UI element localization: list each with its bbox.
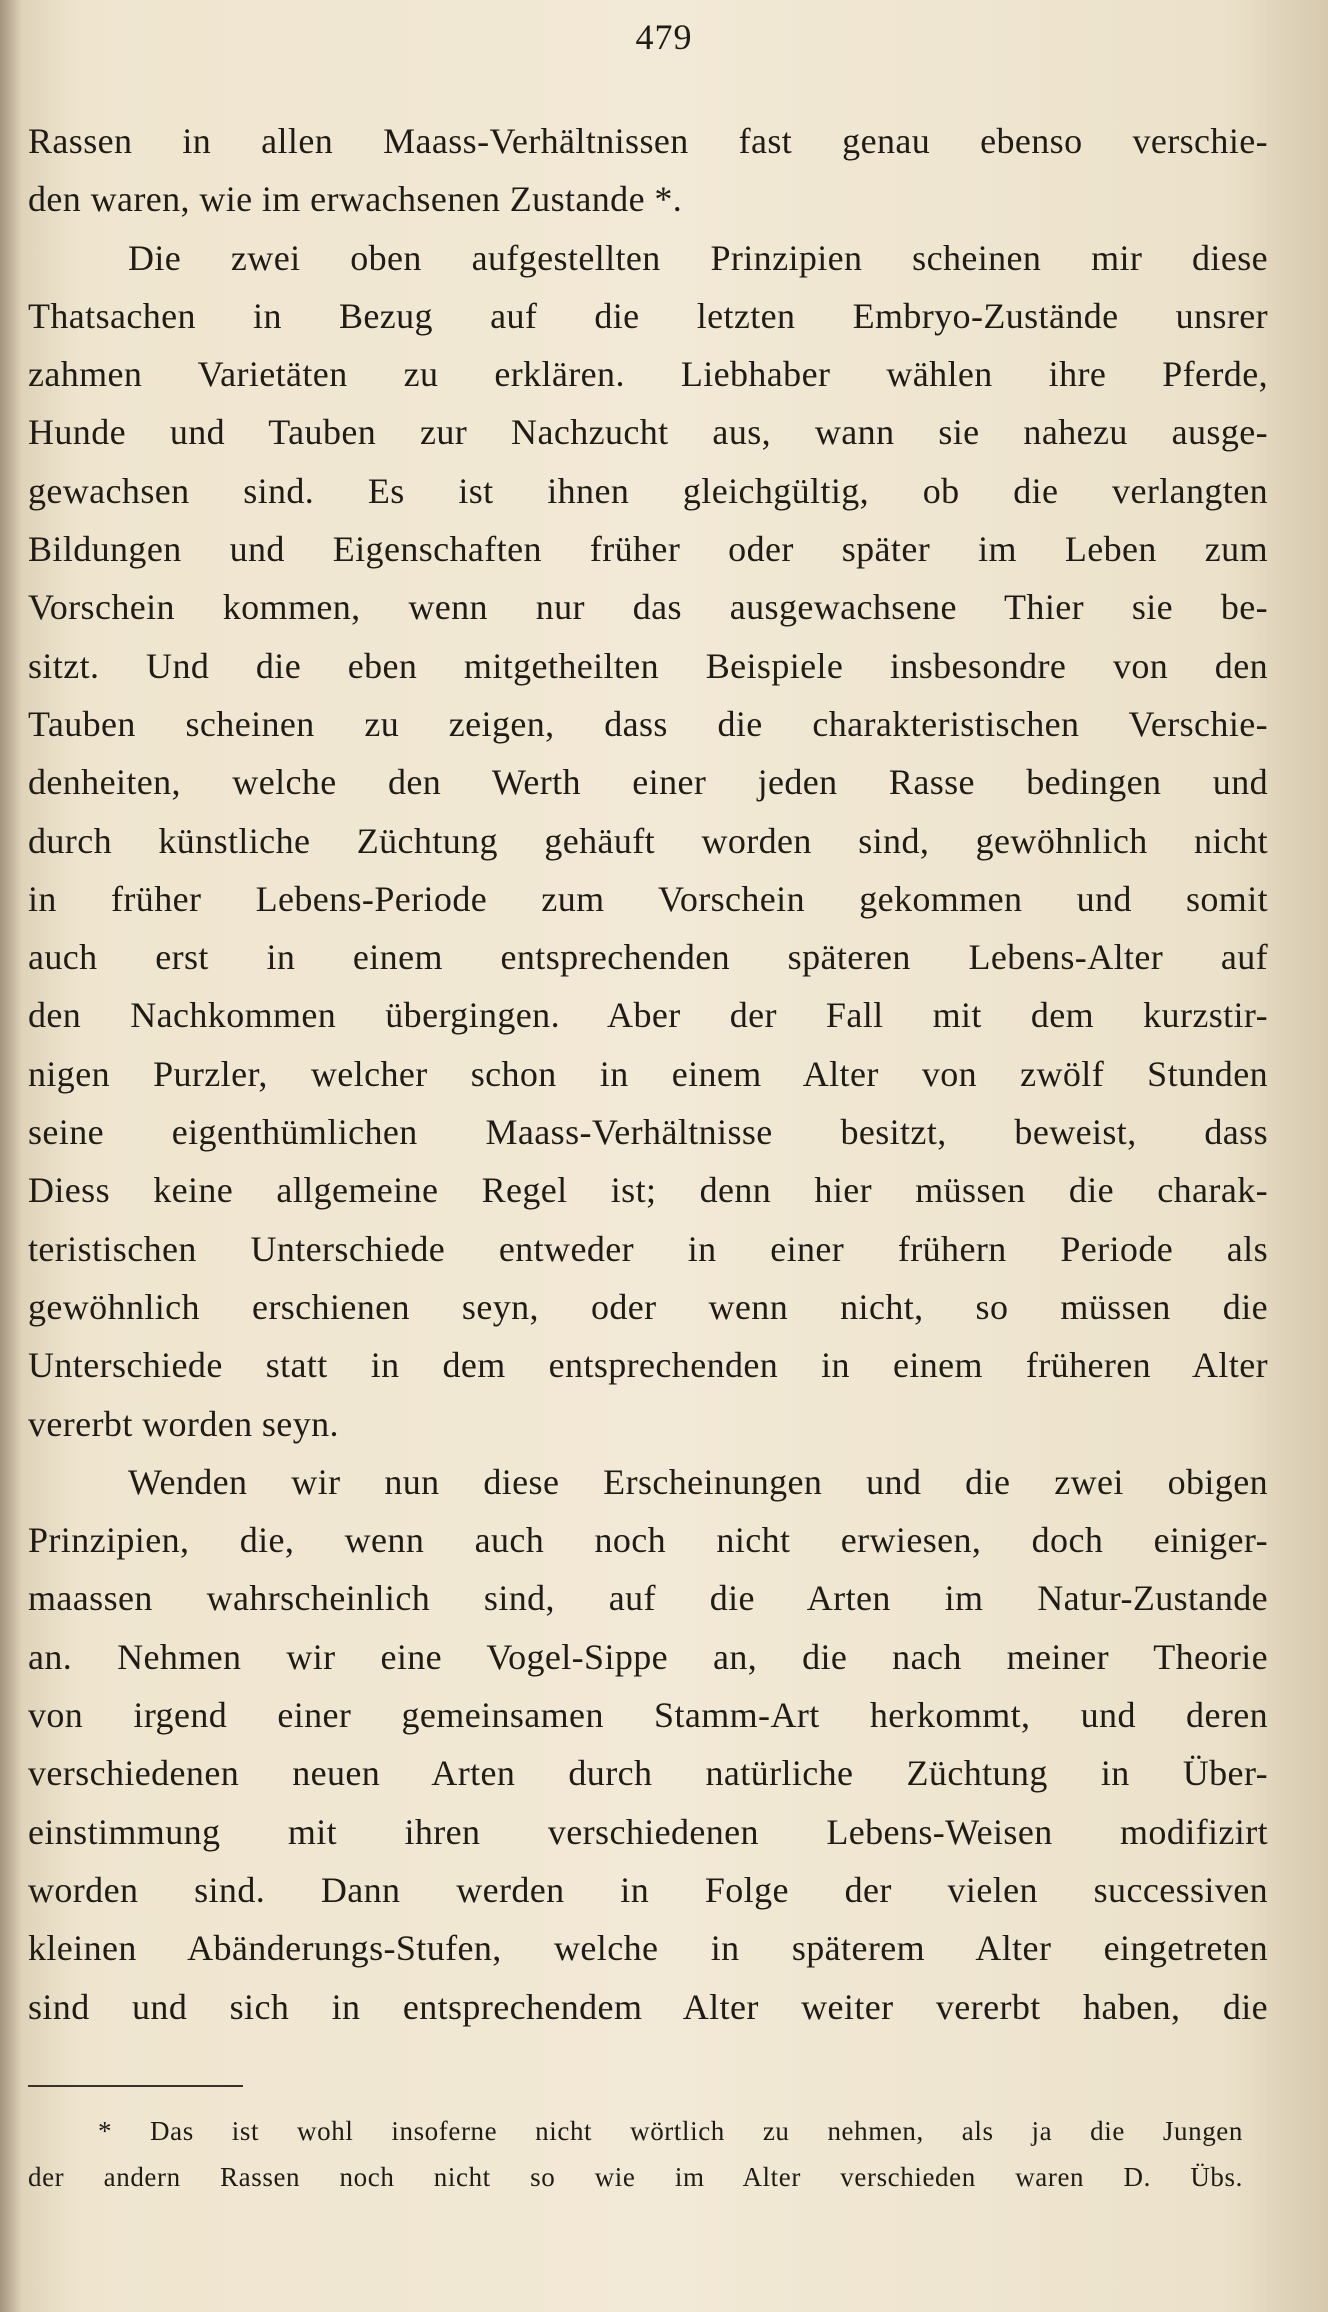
- text-line: Hunde und Tauben zur Nachzucht aus, wann sie nahezu ausge-: [28, 412, 1268, 453]
- text-line: gewachsen sind. Es ist ihnen gleichgültig, ob die verlangten: [28, 470, 1268, 511]
- text-line: Unterschiede statt in dem entsprechenden in einem früheren Alter: [28, 1345, 1268, 1386]
- body-text: [28, 112, 1268, 2036]
- text-line: zahmen Varietäten zu erklären. Liebhaber wählen ihre Pferde,: [28, 354, 1268, 395]
- text-line: den waren, wie im erwachsenen Zustande *.: [28, 179, 683, 220]
- text-line: Wenden wir nun diese Erscheinungen und die zwei obigen: [128, 1461, 1268, 1502]
- text-line: Die zwei oben aufgestellten Prinzipien scheinen mir diese: [128, 237, 1268, 278]
- text-line: Rassen in allen Maass-Verhältnissen fast genau ebenso verschie-: [28, 121, 1268, 161]
- text-line: Prinzipien, die, wenn auch noch nicht erwiesen, doch einiger-: [28, 1520, 1268, 1561]
- footnote-line: der andern Rassen noch nicht so wie im Alter verschieden waren D. Übs.: [28, 2162, 1243, 2192]
- text-line: gewöhnlich erschienen seyn, oder wenn nicht, so müssen die: [28, 1286, 1268, 1327]
- text-line: Thatsachen in Bezug auf die letzten Embryo-Zustände unsrer: [28, 295, 1268, 336]
- text-line: an. Nehmen wir eine Vogel-Sippe an, die nach meiner Theorie: [28, 1636, 1268, 1677]
- text-line: verschiedenen neuen Arten durch natürliche Züchtung in Über-: [28, 1753, 1268, 1794]
- text-line: Bildungen und Eigenschaften früher oder später im Leben zum: [28, 529, 1268, 570]
- text-line: kleinen Abänderungs-Stufen, welche in späterem Alter eingetreten: [28, 1928, 1268, 1969]
- text-line: Diess keine allgemeine Regel ist; denn hier müssen die charak-: [28, 1170, 1268, 1211]
- text-line: durch künstliche Züchtung gehäuft worden sind, gewöhnlich nicht: [28, 820, 1268, 861]
- text-line: einstimmung mit ihren verschiedenen Lebens-Weisen modifizirt: [28, 1811, 1268, 1852]
- text-line: nigen Purzler, welcher schon in einem Alter von zwölf Stunden: [28, 1053, 1268, 1094]
- text-line: denheiten, welche den Werth einer jeden Rasse bedingen und: [28, 762, 1268, 803]
- footnote-line: * Das ist wohl insoferne nicht wörtlich zu nehmen, als ja die Jungen: [98, 2116, 1243, 2146]
- text-line: seine eigenthümlichen Maass-Verhältnisse besitzt, beweist, dass: [28, 1112, 1268, 1153]
- text-line: teristischen Unterschiede entweder in einer frühern Periode als: [28, 1228, 1268, 1269]
- text-line: sitzt. Und die eben mitgetheilten Beispiele insbesondre von den: [28, 645, 1268, 686]
- text-line: von irgend einer gemeinsamen Stamm-Art herkommt, und deren: [28, 1695, 1268, 1736]
- text-line: sind und sich in entsprechendem Alter weiter vererbt haben, die: [28, 1986, 1268, 2027]
- text-line: vererbt worden seyn.: [28, 1403, 339, 1444]
- gutter-shadow: [0, 0, 22, 2312]
- text-line: worden sind. Dann werden in Folge der vielen successiven: [28, 1869, 1268, 1910]
- text-line: in früher Lebens-Periode zum Vorschein gekommen und somit: [28, 878, 1268, 919]
- text-line: Tauben scheinen zu zeigen, dass die charakteristischen Verschie-: [28, 703, 1268, 744]
- text-line: maassen wahrscheinlich sind, auf die Arten im Natur-Zustande: [28, 1578, 1268, 1619]
- page-number: 479: [635, 17, 693, 57]
- footnote-divider: [28, 2085, 243, 2087]
- text-line: Vorschein kommen, wenn nur das ausgewachsene Thier sie be-: [28, 587, 1268, 628]
- footnote: [28, 2108, 1243, 2200]
- text-line: den Nachkommen übergingen. Aber der Fall mit dem kurzstir-: [28, 995, 1268, 1036]
- text-line: auch erst in einem entsprechenden späteren Lebens-Alter auf: [28, 937, 1268, 978]
